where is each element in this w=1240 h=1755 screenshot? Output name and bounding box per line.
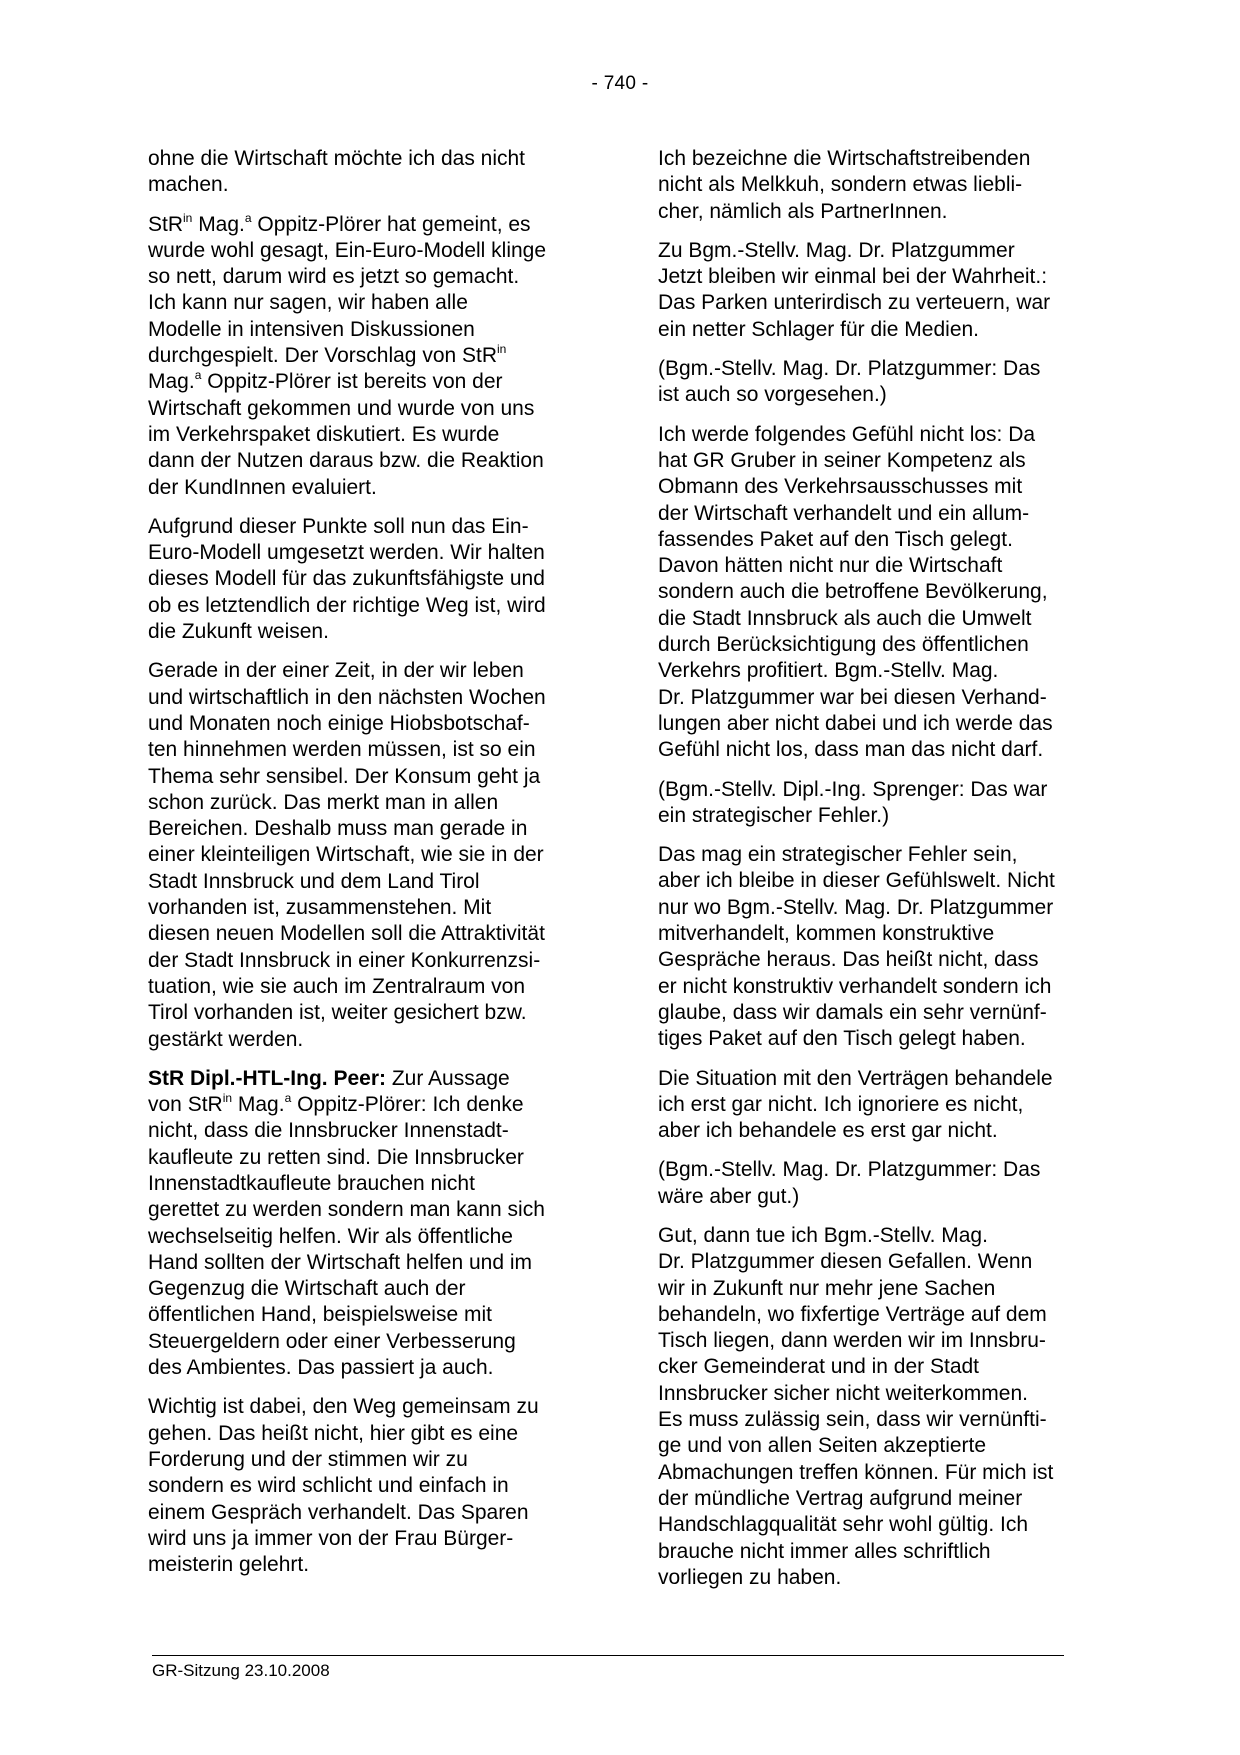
right-column xyxy=(658,146,1098,1604)
paragraph: (Bgm.-Stellv. Mag. Dr. Platzgummer: Das ist auch so vorgesehen.) xyxy=(658,357,1041,407)
paragraph: ohne die Wirtschaft möchte ich das nicht machen. xyxy=(148,147,526,197)
page-number: - 740 - xyxy=(591,73,649,94)
paragraph: Aufgrund dieser Punkte soll nun das Ein- Euro-Modell umgesetzt werden. Wir halten dieses Modell für das zukunftsfähigste und ob es letztendlich der richtige Weg ist, wird die Zukunft weisen. xyxy=(148,514,546,644)
paragraph: Gut, dann tue ich Bgm.-Stellv. Mag. Dr. Platzgummer diesen Gefallen. Wenn wir in Zukunft nur mehr jene Sachen behandeln, wo fixfertige Verträge auf dem Tisch liegen, dann werden wir im Innsbru- cker Gemeinderat und in der Stadt Innsbrucker sicher nicht weiterkommen. Es muss zulässig sein, dass wir vernünfti- ge und von allen Seiten akzeptierte Abmachungen treffen können. Für mich ist der mündliche Vertrag aufgrund meiner Handschlagqualität sehr wohl gültig. Ich brauche nicht immer alles schriftlich vorliegen zu haben. xyxy=(658,1223,1054,1589)
superscript: a xyxy=(284,1091,292,1106)
paragraph: (Bgm.-Stellv. Mag. Dr. Platzgummer: Das wäre aber gut.) xyxy=(658,1158,1041,1208)
footer-divider xyxy=(152,1655,1064,1656)
superscript: in xyxy=(183,210,193,225)
left-column xyxy=(148,146,598,1591)
paragraph xyxy=(148,212,598,501)
superscript: a xyxy=(244,210,252,225)
paragraph: Das mag ein strategischer Fehler sein, aber ich bleibe in dieser Gefühlswelt. Nicht nur wo Bgm.-Stellv. Mag. Dr. Platzgummer mitverhandelt, kommen konstruktive Gespräche heraus. Das heißt nicht, dass er nicht konstruktiv verhandelt sondern ich glaube, dass wir damals ein sehr vernünf- tiges Paket auf den Tisch gelegt haben. xyxy=(658,843,1055,1051)
text-run: Oppitz-Plörer ist bereits von der Wirtschaft gekommen und wurde von uns im Verkehrspaket diskutiert. Es wurde dann der Nutzen daraus bzw. die Reaktion der KundInnen evaluiert. xyxy=(148,370,544,499)
superscript: a xyxy=(194,368,202,383)
text-run: Mag. xyxy=(148,370,195,394)
superscript: in xyxy=(497,342,507,357)
paragraph: Wichtig ist dabei, den Weg gemeinsam zu gehen. Das heißt nicht, hier gibt es eine Forderung und der stimmen wir zu sondern es wird schlicht und einfach in einem Gespräch verhandelt. Das Sparen wird uns ja immer von der Frau Bürger- meisterin gelehrt. xyxy=(148,1395,539,1577)
text-run: Mag. xyxy=(232,1093,285,1117)
speaker-name: StR Dipl.-HTL-Ing. Peer: xyxy=(148,1066,386,1090)
footer-session-date: GR-Sitzung 23.10.2008 xyxy=(152,1661,330,1680)
text-run: Oppitz-Plörer: Ich denke nicht, dass die Innsbrucker Innenstadt- kaufleute zu retten sind. Die Innsbrucker Innenstadtkaufleute brauchen nicht gerettet zu werden sondern man kann sich wechselseitig helfen. Wir als öffentliche Hand sollten der Wirtschaft helfen und im Gegenzug die Wirtschaft auch der öffentlichen Hand, beispielsweise mit Steuergeldern oder einer Verbesserung des Ambientes. Das passiert ja auch. xyxy=(148,1093,545,1380)
paragraph: Zu Bgm.-Stellv. Mag. Dr. Platzgummer Jetzt bleiben wir einmal bei der Wahrheit.: Das Parken unterirdisch zu verteuern, war ein netter Schlager für die Medien. xyxy=(658,238,1051,341)
paragraph: Ich werde folgendes Gefühl nicht los: Da hat GR Gruber in seiner Kompetenz als Obmann des Verkehrsausschusses mit der Wirtschaft verhandelt und ein allum- fassendes Paket auf den Tisch gelegt. Davon hätten nicht nur die Wirtschaft sondern auch die betroffene Bevölkerung, die Stadt Innsbruck als auch die Umwelt durch Berücksichtigung des öffentlichen Verkehrs profitiert. Bgm.-Stellv. Mag. Dr. Platzgummer war bei diesen Verhand- lungen aber nicht dabei und ich werde das Gefühl nicht los, dass man das nicht darf. xyxy=(658,422,1053,762)
paragraph: (Bgm.-Stellv. Dipl.-Ing. Sprenger: Das war ein strategischer Fehler.) xyxy=(658,777,1048,827)
paragraph: Die Situation mit den Verträgen behandele ich erst gar nicht. Ich ignoriere es nicht, aber ich behandele es erst gar nicht. xyxy=(658,1066,1053,1143)
superscript: in xyxy=(222,1091,233,1106)
paragraph: Gerade in der einer Zeit, in der wir leben und wirtschaftlich in den nächsten Wochen und Monaten noch einige Hiobsbotschaf- ten hinnehmen werden müssen, ist so ein Thema sehr sensibel. Der Konsum geht ja schon zurück. Das merkt man in allen Bereichen. Deshalb muss man gerade in einer kleinteiligen Wirtschaft, wie sie in der Stadt Innsbruck und dem Land Tirol vorhanden ist, zusammenstehen. Mit diesen neuen Modellen soll die Attraktivität der Stadt Innsbruck in einer Konkurrenzsi- tuation, wie sie auch im Zentralraum von Tirol vorhanden ist, weiter gesichert bzw. gestärkt werden. xyxy=(148,659,546,1051)
paragraph xyxy=(148,1066,598,1382)
text-run: Mag. xyxy=(192,212,245,236)
text-run: Oppitz-Plörer hat gemeint, es wurde wohl gesagt, Ein-Euro-Modell klinge so nett, darum wird es jetzt so gemacht. Ich kann nur sagen, wir haben alle Modelle in intensiven Diskussionen durchgespielt. Der Vorschlag von StR xyxy=(148,212,547,368)
text-run: StR xyxy=(148,212,184,236)
text-run: Zur Aussage von StR xyxy=(148,1066,510,1117)
paragraph: Ich bezeichne die Wirtschaftstreibenden nicht als Melkkuh, sondern etwas liebli- cher, nämlich als PartnerInnen. xyxy=(658,147,1031,223)
